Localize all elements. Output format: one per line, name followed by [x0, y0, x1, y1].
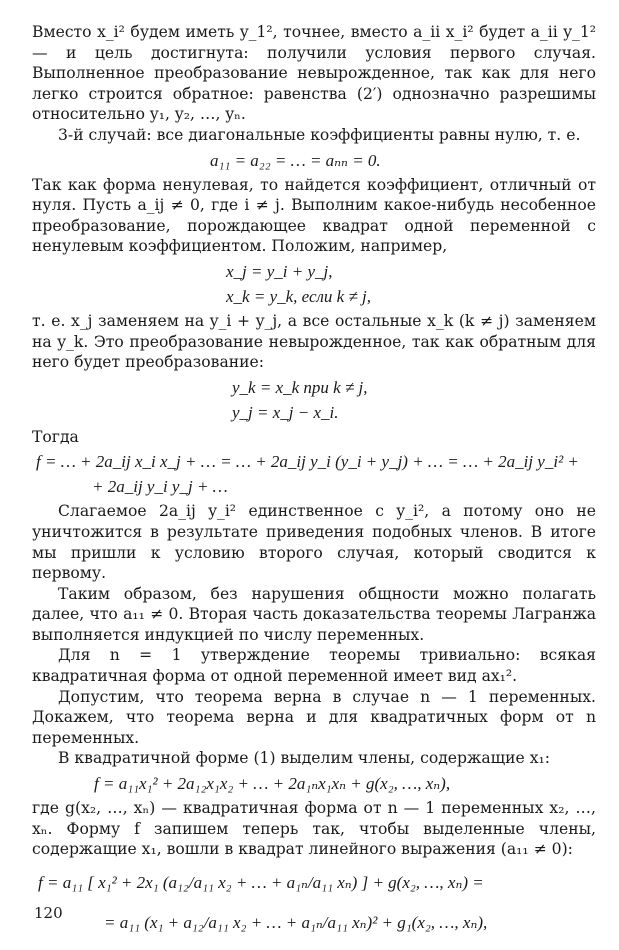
paragraph-where-g: где g(x₂, …, xₙ) — квадратичная форма от n — 1 переменных x₂, …, xₙ. Форму f запишем теперь так, чтобы выделенные члены, содержащие x₁, вошли в квадрат линейного выражения (a₁₁ ≠ 0): [32, 799, 596, 859]
formula-substitution-1: x_j = y_i + y_j, [226, 261, 333, 281]
page-body [32, 22, 596, 946]
paragraph-select-terms: В квадратичной форме (1) выделим члены, содержащие x₁: [58, 749, 551, 768]
formula-quadratic-form: f = a₁₁x₁² + 2a₁₂x₁x₂ + … + 2a₁ₙx₁xₙ + g(x₂, …, xₙ), [94, 774, 451, 794]
page-number: 120 [34, 904, 63, 922]
formula-expansion-2: + 2a_ij y_i y_j + … [92, 477, 228, 497]
paragraph-replacement: т. е. x_j заменяем на y_i + y_j, а все остальные x_k (k ≠ j) заменяем на y_k. Это преобразование невырожденное, так как обратным для него будет преобразование: [32, 311, 596, 372]
formula-complete-square-1: f = a₁₁ [ x₁² + 2x₁ (a₁₂/a₁₁ x₂ + … + a₁ₙ/a₁₁ xₙ) ] + g(x₂, …, xₙ) = [38, 872, 484, 892]
paragraph-summand: Слагаемое 2a_ij y_i² единственное с y_i², а потому оно не уничтожится в результате приведения подобных членов. В итоге мы пришли к условию второго случая, который сводится к первому. [32, 502, 596, 583]
paragraph-generality: Таким образом, без нарушения общности можно полагать далее, что a₁₁ ≠ 0. Вторая часть доказательства теоремы Лагранжа выполняется индукцией по числу переменных. [32, 584, 596, 644]
formula-diagonal-zero: a₁₁ = a₂₂ = … = aₙₙ = 0. [210, 150, 381, 170]
paragraph-1: Вместо x_i² будем иметь y_1², точнее, вместо a_ii x_i² будет a_ii y_1² — и цель достигнута: получили условия первого случая. Выполненное преобразование невырожденное, так как для него легко строится обратное: равенства (2′) однозначно разрешимы относительно y₁, y₂, …, yₙ. [32, 23, 596, 124]
formula-inverse-1: y_k = x_k при k ≠ j, [232, 377, 368, 397]
paragraph-case-3: 3-й случай: все диагональные коэффициенты равны нулю, т. е. [58, 125, 581, 144]
formula-substitution-2: x_k = y_k, если k ≠ j, [226, 286, 372, 306]
formula-complete-square-2: = a₁₁ (x₁ + a₁₂/a₁₁ x₂ + … + a₁ₙ/a₁₁ xₙ)² + g₁(x₂, …, xₙ), [104, 912, 488, 932]
paragraph-induction: Допустим, что теорема верна в случае n — 1 переменных. Докажем, что теорема верна и для квадратичных форм от n переменных. [32, 687, 596, 747]
formula-inverse-2: y_j = x_j − x_i. [232, 402, 339, 422]
paragraph-nonzero-coefficient: Так как форма ненулевая, то найдется коэффициент, отличный от нуля. Пусть a_ij ≠ 0, где i ≠ j. Выполним какое-нибудь несобенное преобразование, порождающее квадрат одной переменной с ненулевым коэффициентом. Положим, например, [32, 175, 596, 256]
paragraph-then: Тогда [32, 427, 79, 446]
formula-expansion-1: f = … + 2a_ij x_i x_j + … = … + 2a_ij y_i (y_i + y_j) + … = … + 2a_ij y_i² + [36, 452, 579, 472]
paragraph-n-equals-1: Для n = 1 утверждение теоремы тривиально: всякая квадратичная форма от одной переменной имеет вид ax₁². [32, 646, 596, 686]
